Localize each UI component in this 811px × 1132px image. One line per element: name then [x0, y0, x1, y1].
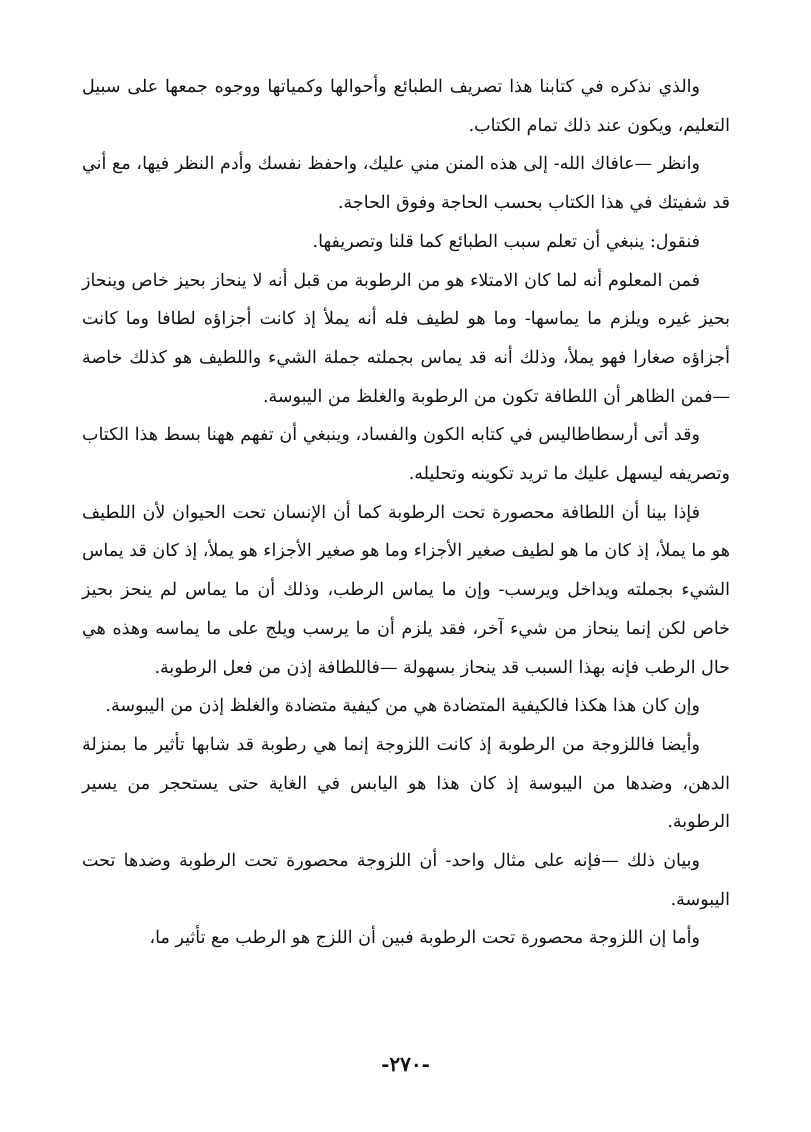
paragraph: وبيان ذلك —فإنه على مثال واحد- أن اللزوجة محصورة تحت الرطوبة وضدها تحت اليبوسة. [82, 851, 730, 910]
paragraph: فمن المعلوم أنه لما كان الامتلاء هو من الرطوبة من قبل أنه لا ينحاز بحيز خاص وينحاز بحيز غيره ويلزم ما يماسها- وما هو لطيف فله أنه يملأ إذ كانت أجزاؤه لطافا وما كانت أجزاؤه صغارا فهو يملأ، وذلك أنه قد يماس بجملته جملة الشيء واللطيف هو كذلك خاصة —فمن الظاهر أن اللطافة تكون من الرطوبة والغلظ من اليبوسة. [82, 270, 730, 407]
paragraph: وأيضا فاللزوجة من الرطوبة إذ كانت اللزوجة إنما هي رطوبة قد شابها تأثير ما بمنزلة الدهن، وضدها من اليبوسة إذ كان هذا هو اليابس في الغاية حتى يستحجر من يسير الرطوبة. [82, 734, 730, 833]
paragraph: وانظر —عافاك الله- إلى هذه المنن مني عليك، واحفظ نفسك وأدم النظر فيها، مع أني قد شفيتك في هذا الكتاب بحسب الحاجة وفوق الحاجة. [82, 154, 730, 214]
paragraph: فنقول: ينبغي أن تعلم سبب الطبائع كما قلنا وتصريفها. [312, 231, 700, 252]
paragraph: وأما إن اللزوجة محصورة تحت الرطوبة فبين أن اللزج هو الرطب مع تأثير ما، [149, 928, 700, 949]
document-body [82, 68, 730, 958]
paragraph: وقد أتى أرسطاطاليس في كتابه الكون والفساد، وينبغي أن تفهم ههنا بسط هذا الكتاب وتصريفه ليسهل عليك ما تريد تكوينه وتحليله. [82, 425, 730, 485]
paragraph: والذي نذكره في كتابنا هذا تصريف الطبائع وأحوالها وكمياتها ووجوه جمعها على سبيل التعليم، ويكون عند ذلك تمام الكتاب. [82, 77, 730, 136]
page-number: -٢٧٠- [381, 1052, 430, 1076]
paragraph: وإن كان هذا هكذا فالكيفية المتضادة هي من كيفية متضادة والغلظ إذن من اليبوسة. [105, 696, 700, 717]
paragraph: فإذا بينا أن اللطافة محصورة تحت الرطوبة كما أن الإنسان تحت الحيوان لأن اللطيف هو ما يملأ، إذ كان ما هو لطيف صغير الأجزاء وما هو صغير الأجزاء هو يملأ، إذ كان قد يماس الشيء بجملته ويداخل ويرسب- وإن ما يماس الرطب، وذلك أن ما يماس لم ينحز بحيز خاص لكن إنما ينحاز من شيء آخر، فقد يلزم أن ما يرسب ويلج على ما يماسه وهذه هي حال الرطب فإنه بهذا السبب قد ينحاز بسهولة —فاللطافة إذن من فعل الرطوبة. [82, 502, 730, 678]
